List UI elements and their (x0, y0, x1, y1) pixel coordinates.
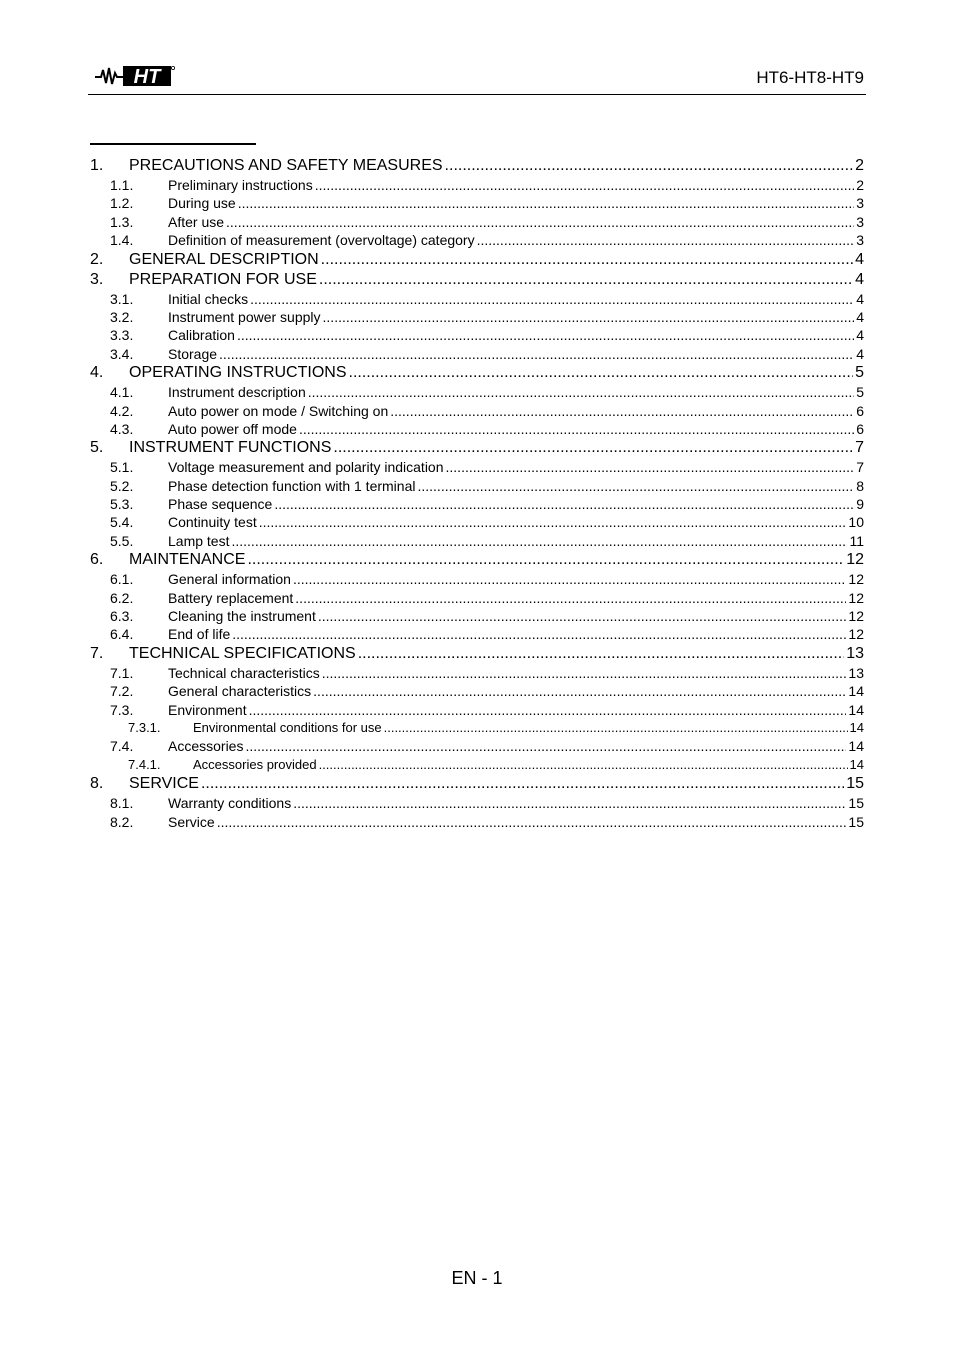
toc-entry-number: 1.2. (110, 195, 134, 212)
toc-entry-page: 4 (856, 345, 864, 362)
toc-entry-page: 6 (856, 420, 864, 437)
toc-entry-number: 8. (90, 775, 104, 793)
toc-entry-number: 1.3. (110, 213, 134, 230)
toc-entry-page: 14 (848, 738, 864, 755)
toc-entry-page: 13 (846, 644, 864, 662)
toc-entry-number: 5. (90, 439, 104, 457)
toc-entry-title: MAINTENANCE (129, 551, 246, 569)
toc-entry-title: Voltage measurement and polarity indication (168, 459, 444, 476)
toc-entry-title: SERVICE (129, 775, 199, 793)
toc-entry-page: 12 (848, 571, 864, 588)
toc-entry[interactable] (90, 213, 864, 231)
toc-entry[interactable] (90, 794, 864, 812)
toc-entry-page: 14 (848, 683, 864, 700)
toc-entry[interactable] (90, 231, 864, 249)
toc-entry-page: 11 (849, 532, 864, 549)
toc-dot-leader (333, 438, 853, 458)
toc-entry-title: OPERATING INSTRUCTIONS (129, 364, 347, 382)
toc-entry[interactable] (90, 625, 864, 643)
toc-dot-leader (417, 477, 854, 495)
toc-entry[interactable] (90, 383, 864, 401)
toc-dot-leader (237, 326, 854, 344)
toc-dot-leader (232, 625, 846, 643)
toc-entry[interactable] (90, 570, 864, 588)
toc-entry-title: Cleaning the instrument (168, 608, 316, 625)
toc-entry[interactable] (90, 345, 864, 363)
toc-entry-page: 7 (855, 439, 864, 457)
toc-entry-page: 8 (856, 477, 864, 494)
toc-entry-page: 12 (846, 551, 864, 569)
toc-entry[interactable] (90, 756, 864, 774)
toc-entry-number: 5.4. (110, 514, 134, 531)
toc-dot-leader (226, 213, 854, 231)
toc-entry[interactable] (90, 420, 864, 438)
toc-entry-page: 3 (856, 195, 864, 212)
toc-entry-title: After use (168, 213, 225, 230)
toc-entry-page: 15 (846, 775, 864, 793)
toc-entry-number: 5.1. (110, 459, 134, 476)
toc-entry[interactable] (90, 644, 864, 664)
toc-entry-number: 7.1. (110, 664, 134, 681)
page-number: EN - 1 (451, 1268, 503, 1288)
toc-entry-title: Environment (168, 701, 247, 718)
toc-entry-number: 3.4. (110, 345, 134, 362)
toc-entry-title: Instrument description (168, 384, 306, 401)
toc-entry-page: 14 (849, 756, 864, 772)
toc-entry-number: 5.5. (110, 532, 134, 549)
toc-dot-leader (445, 156, 854, 176)
toc-entry[interactable] (90, 270, 864, 290)
toc-dot-leader (384, 719, 848, 737)
toc-dot-leader (219, 345, 854, 363)
toc-entry-number: 7.3. (110, 701, 134, 718)
toc-entry-page: 15 (848, 813, 864, 830)
toc-entry-page: 10 (848, 514, 864, 531)
toc-entry[interactable] (90, 495, 864, 513)
toc-entry[interactable] (90, 607, 864, 625)
toc-dot-leader (315, 176, 854, 194)
toc-dot-leader (274, 495, 854, 513)
toc-entry-number: 6.3. (110, 608, 134, 625)
toc-entry-title: Phase sequence (168, 496, 273, 513)
toc-entry-number: 3. (90, 270, 104, 288)
toc-entry[interactable] (90, 477, 864, 495)
toc-entry-number: 4.3. (110, 420, 134, 437)
toc-entry[interactable] (90, 290, 864, 308)
toc-entry[interactable] (90, 458, 864, 476)
toc-entry-number: 3.1. (110, 290, 134, 307)
toc-entry-title: Technical characteristics (168, 664, 320, 681)
toc-entry-title: Accessories (168, 738, 244, 755)
toc-entry[interactable] (90, 737, 864, 755)
toc-dot-leader (247, 550, 844, 570)
toc-entry[interactable] (90, 176, 864, 194)
toc-entry-number: 4.1. (110, 384, 134, 401)
toc-dot-leader (299, 420, 854, 438)
toc-dot-leader (249, 701, 847, 719)
toc-dot-leader (321, 250, 853, 270)
toc-dot-leader (318, 607, 847, 625)
toc-dot-leader (231, 532, 847, 550)
toc-entry[interactable] (90, 664, 864, 682)
logo-text: HT (133, 66, 161, 88)
toc-entry-title: Auto power off mode (168, 420, 297, 437)
toc-entry-page: 12 (848, 608, 864, 625)
toc-dot-leader (477, 231, 855, 249)
toc-entry-title: General information (168, 571, 291, 588)
toc-entry-title: GENERAL DESCRIPTION (129, 250, 319, 268)
toc-entry-page: 3 (856, 232, 864, 249)
toc-dot-leader (238, 194, 855, 212)
page-header (88, 62, 866, 95)
toc-entry[interactable] (90, 156, 864, 176)
toc-entry-number: 7.4.1. (128, 756, 161, 772)
toc-dot-leader (322, 664, 847, 682)
toc-entry[interactable] (90, 550, 864, 570)
toc-entry-page: 4 (855, 250, 864, 268)
toc-entry-number: 4.2. (110, 402, 134, 419)
toc-entry-title: Phase detection function with 1 terminal (168, 477, 416, 494)
toc-dot-leader (293, 794, 846, 812)
toc-entry-number: 7.4. (110, 738, 134, 755)
toc-entry-title: Accessories provided (193, 756, 317, 772)
toc-entry-page: 9 (856, 496, 864, 513)
toc-entry[interactable] (90, 589, 864, 607)
toc-entry[interactable] (90, 402, 864, 420)
toc-entry-number: 6. (90, 551, 104, 569)
toc-entry-title: Definition of measurement (overvoltage) category (168, 232, 475, 249)
toc-entry-number: 8.2. (110, 813, 134, 830)
toc-entry-number: 1.1. (110, 177, 134, 193)
toc-entry-title: TECHNICAL SPECIFICATIONS (129, 644, 356, 662)
toc-entry-number: 5.3. (110, 496, 134, 513)
toc-entry-page: 4 (856, 308, 864, 325)
toc-dot-leader (250, 290, 854, 308)
toc-entry-page: 3 (856, 213, 864, 230)
toc-entry-number: 5.2. (110, 477, 134, 494)
toc-entry[interactable] (90, 682, 864, 700)
toc-dot-leader (319, 756, 848, 774)
toc-dot-leader (245, 737, 846, 755)
toc-divider (90, 143, 256, 145)
toc-entry[interactable] (90, 774, 864, 794)
toc-entry[interactable] (90, 363, 864, 383)
toc-entry-title: Continuity test (168, 514, 257, 531)
toc-entry-title: Storage (168, 345, 218, 362)
toc-dot-leader (293, 570, 846, 588)
toc-entry-number: 6.2. (110, 589, 134, 606)
toc-entry-page: 5 (855, 364, 864, 382)
toc-entry[interactable] (90, 250, 864, 270)
toc-dot-leader (446, 458, 855, 476)
toc-entry-page: 12 (848, 589, 864, 606)
toc-entry-number: 6.4. (110, 626, 134, 643)
toc-dot-leader (358, 644, 845, 664)
toc-entry[interactable] (90, 194, 864, 212)
toc-entry-number: 1.4. (110, 232, 134, 249)
toc-entry-title: Calibration (168, 327, 235, 344)
toc-dot-leader (323, 308, 855, 326)
toc-entry[interactable] (90, 513, 864, 531)
toc-entry-title: INSTRUMENT FUNCTIONS (129, 439, 332, 457)
toc-entry-page: 2 (855, 157, 864, 174)
toc-entry-number: 8.1. (110, 795, 134, 812)
toc-entry-number: 7.3.1. (128, 719, 161, 735)
toc-entry-number: 3.2. (110, 308, 134, 325)
toc-entry-title: Environmental conditions for use (193, 719, 382, 735)
toc-dot-leader (201, 774, 844, 794)
toc-entry[interactable] (90, 532, 864, 550)
toc-entry-page: 13 (848, 664, 864, 681)
toc-entry-page: 14 (848, 701, 864, 718)
toc-entry[interactable] (90, 308, 864, 326)
toc-dot-leader (319, 270, 853, 290)
toc-dot-leader (313, 682, 846, 700)
toc-entry-number: 7. (90, 644, 104, 662)
ht-logo (93, 64, 175, 88)
toc-entry[interactable] (90, 813, 864, 831)
toc-dot-leader (390, 402, 854, 420)
toc-entry-title: Battery replacement (168, 589, 294, 606)
toc-entry-page: 7 (856, 459, 864, 476)
toc-entry-title: During use (168, 195, 236, 212)
toc-dot-leader (217, 813, 847, 831)
toc-entry-number: 6.1. (110, 571, 134, 588)
toc-entry-page: 5 (856, 384, 864, 401)
toc-entry[interactable] (90, 719, 864, 737)
toc-entry-page: 15 (848, 795, 864, 812)
toc-entry-page: 4 (856, 290, 864, 307)
toc-entry-title: General characteristics (168, 683, 312, 700)
toc-entry[interactable] (90, 326, 864, 344)
toc-dot-leader (259, 513, 847, 531)
document-code: HT6-HT8-HT9 (756, 68, 864, 87)
toc-entry-title: Lamp test (168, 532, 230, 549)
toc-entry-page: 14 (849, 719, 864, 735)
toc-entry[interactable] (90, 701, 864, 719)
toc-dot-leader (308, 383, 854, 401)
toc-entry-page: 2 (856, 177, 864, 193)
toc-entry-title: Initial checks (168, 290, 249, 307)
toc-entry-page: 6 (856, 402, 864, 419)
toc-entry-title: End of life (168, 626, 231, 643)
toc-entry-number: 7.2. (110, 683, 134, 700)
toc-entry-number: 1. (90, 157, 104, 174)
toc-entry-title: Preliminary instructions (168, 177, 313, 193)
toc-entry-page: 4 (856, 327, 864, 344)
toc-entry-title: Warranty conditions (168, 795, 292, 812)
toc-entry-title: PRECAUTIONS AND SAFETY MEASURES (129, 157, 443, 174)
toc-entry-title: Instrument power supply (168, 308, 321, 325)
toc-entry[interactable] (90, 438, 864, 458)
table-of-contents (90, 156, 864, 831)
toc-entry-title: Auto power on mode / Switching on (168, 402, 389, 419)
toc-entry-title: PREPARATION FOR USE (129, 270, 317, 288)
toc-entry-number: 3.3. (110, 327, 134, 344)
toc-entry-page: 4 (855, 270, 864, 288)
toc-dot-leader (295, 589, 846, 607)
toc-entry-page: 12 (848, 626, 864, 643)
toc-entry-number: 4. (90, 364, 104, 382)
toc-entry-title: Service (168, 813, 215, 830)
toc-dot-leader (349, 363, 854, 383)
toc-entry-number: 2. (90, 250, 104, 268)
